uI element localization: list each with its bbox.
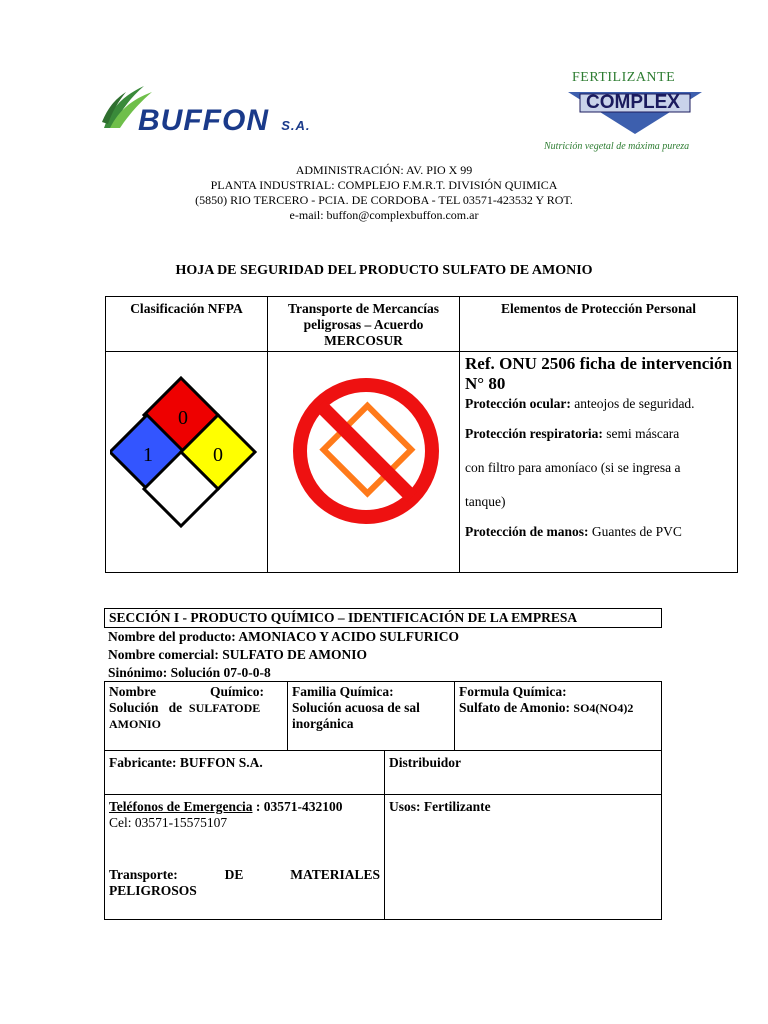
ocular-label: Protección ocular: <box>465 396 571 411</box>
product-name-label: Nombre del producto: <box>108 629 239 644</box>
transport-cell <box>267 351 460 573</box>
ppe-cell <box>459 351 738 573</box>
nfpa-flammability-value: 0 <box>178 407 188 429</box>
formula-value-1: Sulfato de Amonio: <box>459 700 574 715</box>
trade-name-line <box>108 647 367 663</box>
trade-name-value: SULFATO DE AMONIO <box>222 647 367 662</box>
family-label: Familia Química: <box>292 684 394 699</box>
chem-name-cell <box>104 681 288 751</box>
transport-header-label: Transporte de Mercancías peligrosas – Acuerdo MERCOSUR <box>288 301 439 348</box>
family-value: Solución acuosa de sal inorgánica <box>292 700 420 731</box>
uses-cell <box>384 794 662 920</box>
nfpa-health-value: 1 <box>143 444 153 466</box>
nfpa-reactivity-value: 0 <box>213 444 223 466</box>
hands-value: Guantes de PVC <box>588 524 682 539</box>
ocular-value: anteojos de seguridad. <box>570 396 695 411</box>
nfpa-diamond-icon <box>110 374 260 534</box>
buffon-logo-suffix: S.A. <box>281 118 311 133</box>
address-line-1: ADMINISTRACIÓN: AV. PIO X 99 <box>295 163 473 177</box>
respiratory-line-3: tanque) <box>465 494 506 509</box>
nfpa-cell <box>105 351 268 573</box>
cel-line: Cel: 03571-15575107 <box>109 815 228 830</box>
trade-name-label: Nombre comercial: <box>108 647 223 662</box>
prohibited-diamond-icon <box>280 374 450 524</box>
product-name-line <box>108 629 459 645</box>
emergency-value: : 03571-432100 <box>252 799 343 814</box>
formula-label: Formula Química: <box>459 684 567 699</box>
hands-label: Protección de manos: <box>465 524 589 539</box>
synonym-line: Sinónimo: Solución 07-0-0-8 <box>108 665 271 680</box>
complex-logo <box>560 70 710 150</box>
nfpa-header-label: Clasificación NFPA <box>130 301 243 316</box>
formula-cell <box>454 681 662 751</box>
buffon-logo <box>100 82 311 137</box>
product-name-value: AMONIACO Y ACIDO SULFURICO <box>238 629 460 644</box>
manufacturer-cell <box>104 750 385 795</box>
ppe-header <box>459 296 738 352</box>
buffon-logo-text: BUFFON <box>138 104 269 137</box>
distributor-cell <box>384 750 662 795</box>
uses: Usos: Fertilizante <box>389 799 491 814</box>
transport-header <box>267 296 460 352</box>
respiratory-line-2: con filtro para amoníaco (si se ingresa a <box>465 460 681 475</box>
manufacturer: Fabricante: BUFFON S.A. <box>109 755 263 770</box>
section-title-box <box>104 608 662 628</box>
family-cell <box>287 681 455 751</box>
nfpa-header <box>105 296 268 352</box>
emergency-label: Teléfonos de Emergencia <box>109 799 253 814</box>
complex-fert: FERTILIZANTE <box>572 70 676 85</box>
chem-name-label: Nombre Químico: <box>109 684 264 699</box>
formula-value-2: SO4(NO4)2 <box>573 701 634 715</box>
address-line-2: PLANTA INDUSTRIAL: COMPLEJO F.M.R.T. DIVISIÓN QUIMICA <box>210 178 558 192</box>
emergency-cell <box>104 794 385 920</box>
email-line: e-mail: buffon@complexbuffon.com.ar <box>289 208 479 222</box>
ppe-ref: Ref. ONU 2506 ficha de intervención N° 80 <box>465 354 732 393</box>
address-line-3: (5850) RIO TERCERO - PCIA. DE CORDOBA - TEL 03571-423532 Y ROT. <box>195 193 573 207</box>
ppe-header-label: Elementos de Protección Personal <box>500 301 697 316</box>
section-title: SECCIÓN I - PRODUCTO QUÍMICO – IDENTIFICACIÓN DE LA EMPRESA <box>109 610 578 625</box>
chem-name-value-1: Solución de <box>109 700 189 715</box>
complex-tagline: Nutrición vegetal de máxima pureza <box>544 141 690 152</box>
transport-line: Transporte: DE MATERIALES PELIGROSOS <box>109 867 384 898</box>
page-title: HOJA DE SEGURIDAD DEL PRODUCTO SULFATO DE AMONIO <box>175 263 593 278</box>
distributor: Distribuidor <box>389 755 462 770</box>
complex-word: COMPLEX <box>586 92 680 113</box>
chem-name-value-2: SULFATODE AMONIO <box>109 701 261 731</box>
respiratory-label: Protección respiratoria: <box>465 426 603 441</box>
respiratory-value: semi máscara <box>602 426 680 441</box>
